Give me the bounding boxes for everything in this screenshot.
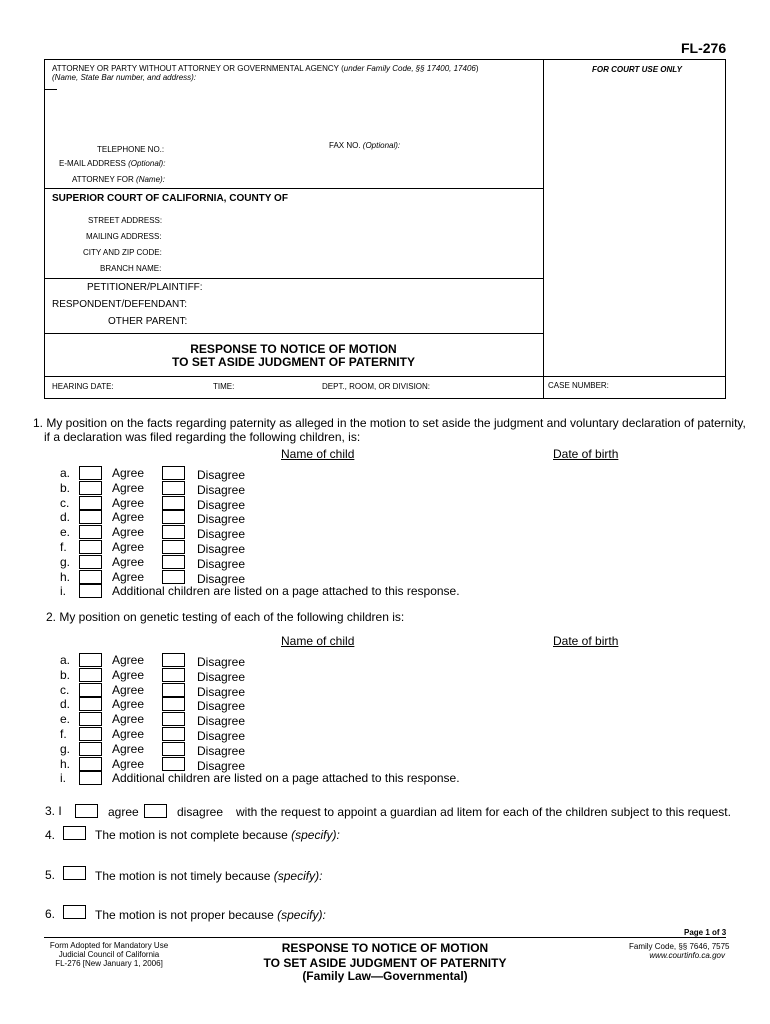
item1-disagree-label: Disagree [197, 482, 246, 497]
parties-section-divider [44, 278, 543, 279]
petitioner-label: PETITIONER/PLAINTIFF: [87, 282, 203, 293]
branch-name-label: BRANCH NAME: [100, 264, 162, 273]
item1-text-line2: if a declaration was filed regarding the following children, is: [44, 430, 361, 444]
item2-disagree-label: Disagree [197, 743, 246, 758]
item2-agree-label: Agree [112, 697, 145, 712]
item2-disagree-label: Disagree [197, 655, 246, 669]
hearing-date-label: HEARING DATE: [52, 382, 114, 391]
item1-agree-checkbox[interactable] [79, 466, 102, 480]
item1-agree-label: Agree [112, 525, 145, 540]
court-section-divider [44, 188, 543, 189]
time-label: TIME: [213, 382, 235, 391]
item2-disagree-label: Disagree [197, 699, 246, 714]
caption-top-border [44, 59, 726, 60]
item1-agree-checkbox[interactable] [79, 496, 102, 510]
item5-text: The motion is not timely because (specify): [95, 869, 323, 883]
address-mark [45, 89, 57, 90]
item2-row-letter: d. [60, 697, 71, 712]
caption-bottom-border [44, 398, 726, 399]
respondent-label: RESPONDENT/DEFENDANT: [52, 299, 188, 310]
item1-row-letter: h. [60, 569, 71, 584]
item2-row-letter: g. [60, 741, 71, 756]
item5-checkbox[interactable] [63, 866, 86, 880]
item2-agree-checkbox[interactable] [79, 757, 102, 771]
item2-additional-checkbox[interactable] [79, 771, 102, 785]
item2-agree-checkbox[interactable] [79, 727, 102, 741]
attorney-label: ATTORNEY OR PARTY WITHOUT ATTORNEY OR GOVERNMENTAL AGENCY (under Family Code, §§ 17400, 17406) [52, 64, 479, 73]
adopted-line3: FL-276 [New January 1, 2006] [55, 959, 163, 968]
item6-number: 6. [45, 907, 56, 921]
item1-disagree-checkbox[interactable] [162, 496, 185, 510]
fax-label: FAX NO. (Optional): [329, 141, 401, 150]
item2-row-letter-i: i. [60, 771, 66, 786]
item2-agree-label: Agree [112, 712, 145, 727]
court-use-divider [543, 59, 544, 399]
item1-disagree-checkbox[interactable] [162, 555, 185, 569]
item2-agree-label: Agree [112, 682, 145, 697]
item2-disagree-label: Disagree [197, 684, 246, 699]
item4-checkbox[interactable] [63, 826, 86, 840]
item1-additional-text: Additional children are listed on a page attached to this response. [112, 584, 460, 599]
item2-agree-checkbox[interactable] [79, 712, 102, 726]
item1-agree-label: Agree [112, 495, 145, 510]
item2-disagree-checkbox[interactable] [162, 712, 185, 726]
item2-disagree-checkbox[interactable] [162, 697, 185, 711]
item2-name-header: Name of child [281, 634, 355, 648]
court-title: SUPERIOR COURT OF CALIFORNIA, COUNTY OF [52, 193, 288, 204]
item1-name-header: Name of child [281, 447, 355, 461]
item2-row-letter: h. [60, 756, 71, 771]
item3-disagree-checkbox[interactable] [144, 804, 167, 818]
item2-row-letter: e. [60, 712, 71, 727]
item3-agree-checkbox[interactable] [75, 804, 98, 818]
item1-row-letter: f. [60, 540, 67, 554]
item2-disagree-checkbox[interactable] [162, 653, 185, 667]
adopted-line2: Judicial Council of California [58, 950, 160, 959]
item2-row-letter: f. [60, 727, 67, 741]
item1-agree-label: Agree [112, 466, 145, 480]
item2-row-letter: b. [60, 667, 71, 682]
form-title-line2: TO SET ASIDE JUDGMENT OF PATERNITY [172, 355, 415, 369]
court-website: www.courtinfo.ca.gov [649, 951, 725, 960]
hearing-section-divider [44, 376, 726, 377]
telephone-label: TELEPHONE NO.: [97, 145, 165, 154]
item2-disagree-label: Disagree [197, 729, 246, 743]
caption-right-border [725, 59, 726, 399]
item2-agree-checkbox[interactable] [79, 683, 102, 697]
item2-row-letter: a. [60, 653, 71, 667]
item2-agree-label: Agree [112, 667, 145, 682]
item2-disagree-checkbox[interactable] [162, 757, 185, 771]
item1-text-line1: 1. My position on the facts regarding paternity as alleged in the motion to set aside the judgment and voluntary declaration of paternity, [33, 416, 746, 430]
city-zip-label: CITY AND ZIP CODE: [83, 248, 162, 257]
footer-title-line2: TO SET ASIDE JUDGMENT OF PATERNITY [263, 956, 507, 970]
item1-agree-checkbox[interactable] [79, 481, 102, 495]
item1-disagree-checkbox[interactable] [162, 525, 185, 539]
item2-agree-label: Agree [112, 741, 145, 756]
email-label: E-MAIL ADDRESS (Optional): [59, 159, 166, 168]
item2-agree-label: Agree [112, 727, 145, 741]
family-code-reference: Family Code, §§ 7646, 7575 [629, 942, 730, 951]
item2-disagree-checkbox[interactable] [162, 742, 185, 756]
item2-agree-checkbox[interactable] [79, 668, 102, 682]
item1-disagree-checkbox[interactable] [162, 481, 185, 495]
item1-row-letter: e. [60, 525, 71, 540]
item1-disagree-checkbox[interactable] [162, 510, 185, 524]
item3-number: 3. I [45, 804, 62, 818]
item2-agree-label: Agree [112, 756, 145, 771]
item6-text: The motion is not proper because (specify): [95, 908, 326, 922]
item1-disagree-label: Disagree [197, 542, 246, 556]
street-address-label: STREET ADDRESS: [88, 216, 163, 225]
item1-agree-checkbox[interactable] [79, 510, 102, 524]
item1-disagree-label: Disagree [197, 527, 246, 542]
item1-disagree-label: Disagree [197, 497, 246, 512]
footer-title-line1: RESPONSE TO NOTICE OF MOTION [281, 941, 489, 955]
item1-disagree-label: Disagree [197, 556, 246, 571]
case-number-label: CASE NUMBER: [548, 381, 609, 390]
item1-disagree-label: Disagree [197, 512, 246, 527]
item1-disagree-label: Disagree [197, 468, 246, 482]
item2-additional-text: Additional children are listed on a page attached to this response. [112, 771, 460, 786]
item1-row-letter: b. [60, 480, 71, 495]
item5-number: 5. [45, 868, 56, 882]
item2-disagree-checkbox[interactable] [162, 727, 185, 741]
item6-checkbox[interactable] [63, 905, 86, 919]
item1-row-letter: g. [60, 554, 71, 569]
page-number: Page 1 of 3 [684, 928, 727, 937]
footer-title-line3: (Family Law—Governmental) [302, 969, 468, 983]
attorney-for-label: ATTORNEY FOR (Name): [72, 175, 165, 184]
item2-agree-checkbox[interactable] [79, 742, 102, 756]
item2-row-letter: c. [60, 682, 70, 697]
item3-text: with the request to appoint a guardian ad litem for each of the children subject to this request. [236, 805, 731, 819]
court-use-label: FOR COURT USE ONLY [592, 65, 682, 74]
form-number: FL-276 [681, 40, 727, 56]
other-parent-label: OTHER PARENT: [108, 316, 188, 327]
adopted-line1: Form Adopted for Mandatory Use [49, 941, 169, 950]
mailing-address-label: MAILING ADDRESS: [86, 232, 162, 241]
item1-dob-header: Date of birth [553, 447, 619, 461]
footer-rule [44, 937, 726, 938]
item2-dob-header: Date of birth [553, 634, 619, 648]
item1-agree-checkbox[interactable] [79, 540, 102, 554]
item2-agree-checkbox[interactable] [79, 653, 102, 667]
item3-agree-label: agree [108, 805, 139, 819]
item1-agree-label: Agree [112, 480, 145, 495]
item2-text: 2. My position on genetic testing of each of the following children is: [46, 610, 405, 624]
item1-agree-checkbox[interactable] [79, 525, 102, 539]
dept-label: DEPT., ROOM, OR DIVISION: [322, 382, 431, 391]
item1-agree-label: Agree [112, 569, 145, 584]
item1-agree-checkbox[interactable] [79, 570, 102, 584]
item1-disagree-label: Disagree [197, 571, 246, 586]
title-section-divider [44, 333, 543, 334]
item1-row-letter: c. [60, 495, 70, 510]
item4-text: The motion is not complete because (specify): [95, 828, 340, 842]
item2-disagree-label: Disagree [197, 669, 246, 684]
attorney-sub-label: (Name, State Bar number, and address): [52, 73, 197, 82]
item1-agree-label: Agree [112, 540, 145, 554]
item1-agree-checkbox[interactable] [79, 555, 102, 569]
item1-disagree-checkbox[interactable] [162, 540, 185, 554]
item4-number: 4. [45, 828, 56, 842]
item1-additional-checkbox[interactable] [79, 584, 102, 598]
item2-agree-label: Agree [112, 653, 145, 667]
item2-disagree-label: Disagree [197, 714, 246, 729]
item1-disagree-checkbox[interactable] [162, 466, 185, 480]
item2-disagree-label: Disagree [197, 758, 246, 773]
item1-row-letter-i: i. [60, 584, 66, 599]
item3-disagree-label: disagree [177, 805, 224, 819]
item2-disagree-checkbox[interactable] [162, 683, 185, 697]
item1-row-letter: d. [60, 510, 71, 525]
item1-agree-label: Agree [112, 510, 145, 525]
form-title-line1: RESPONSE TO NOTICE OF MOTION [190, 342, 397, 356]
item2-agree-checkbox[interactable] [79, 697, 102, 711]
item2-disagree-checkbox[interactable] [162, 668, 185, 682]
item1-row-letter: a. [60, 466, 71, 480]
item1-disagree-checkbox[interactable] [162, 570, 185, 584]
item1-agree-label: Agree [112, 554, 145, 569]
